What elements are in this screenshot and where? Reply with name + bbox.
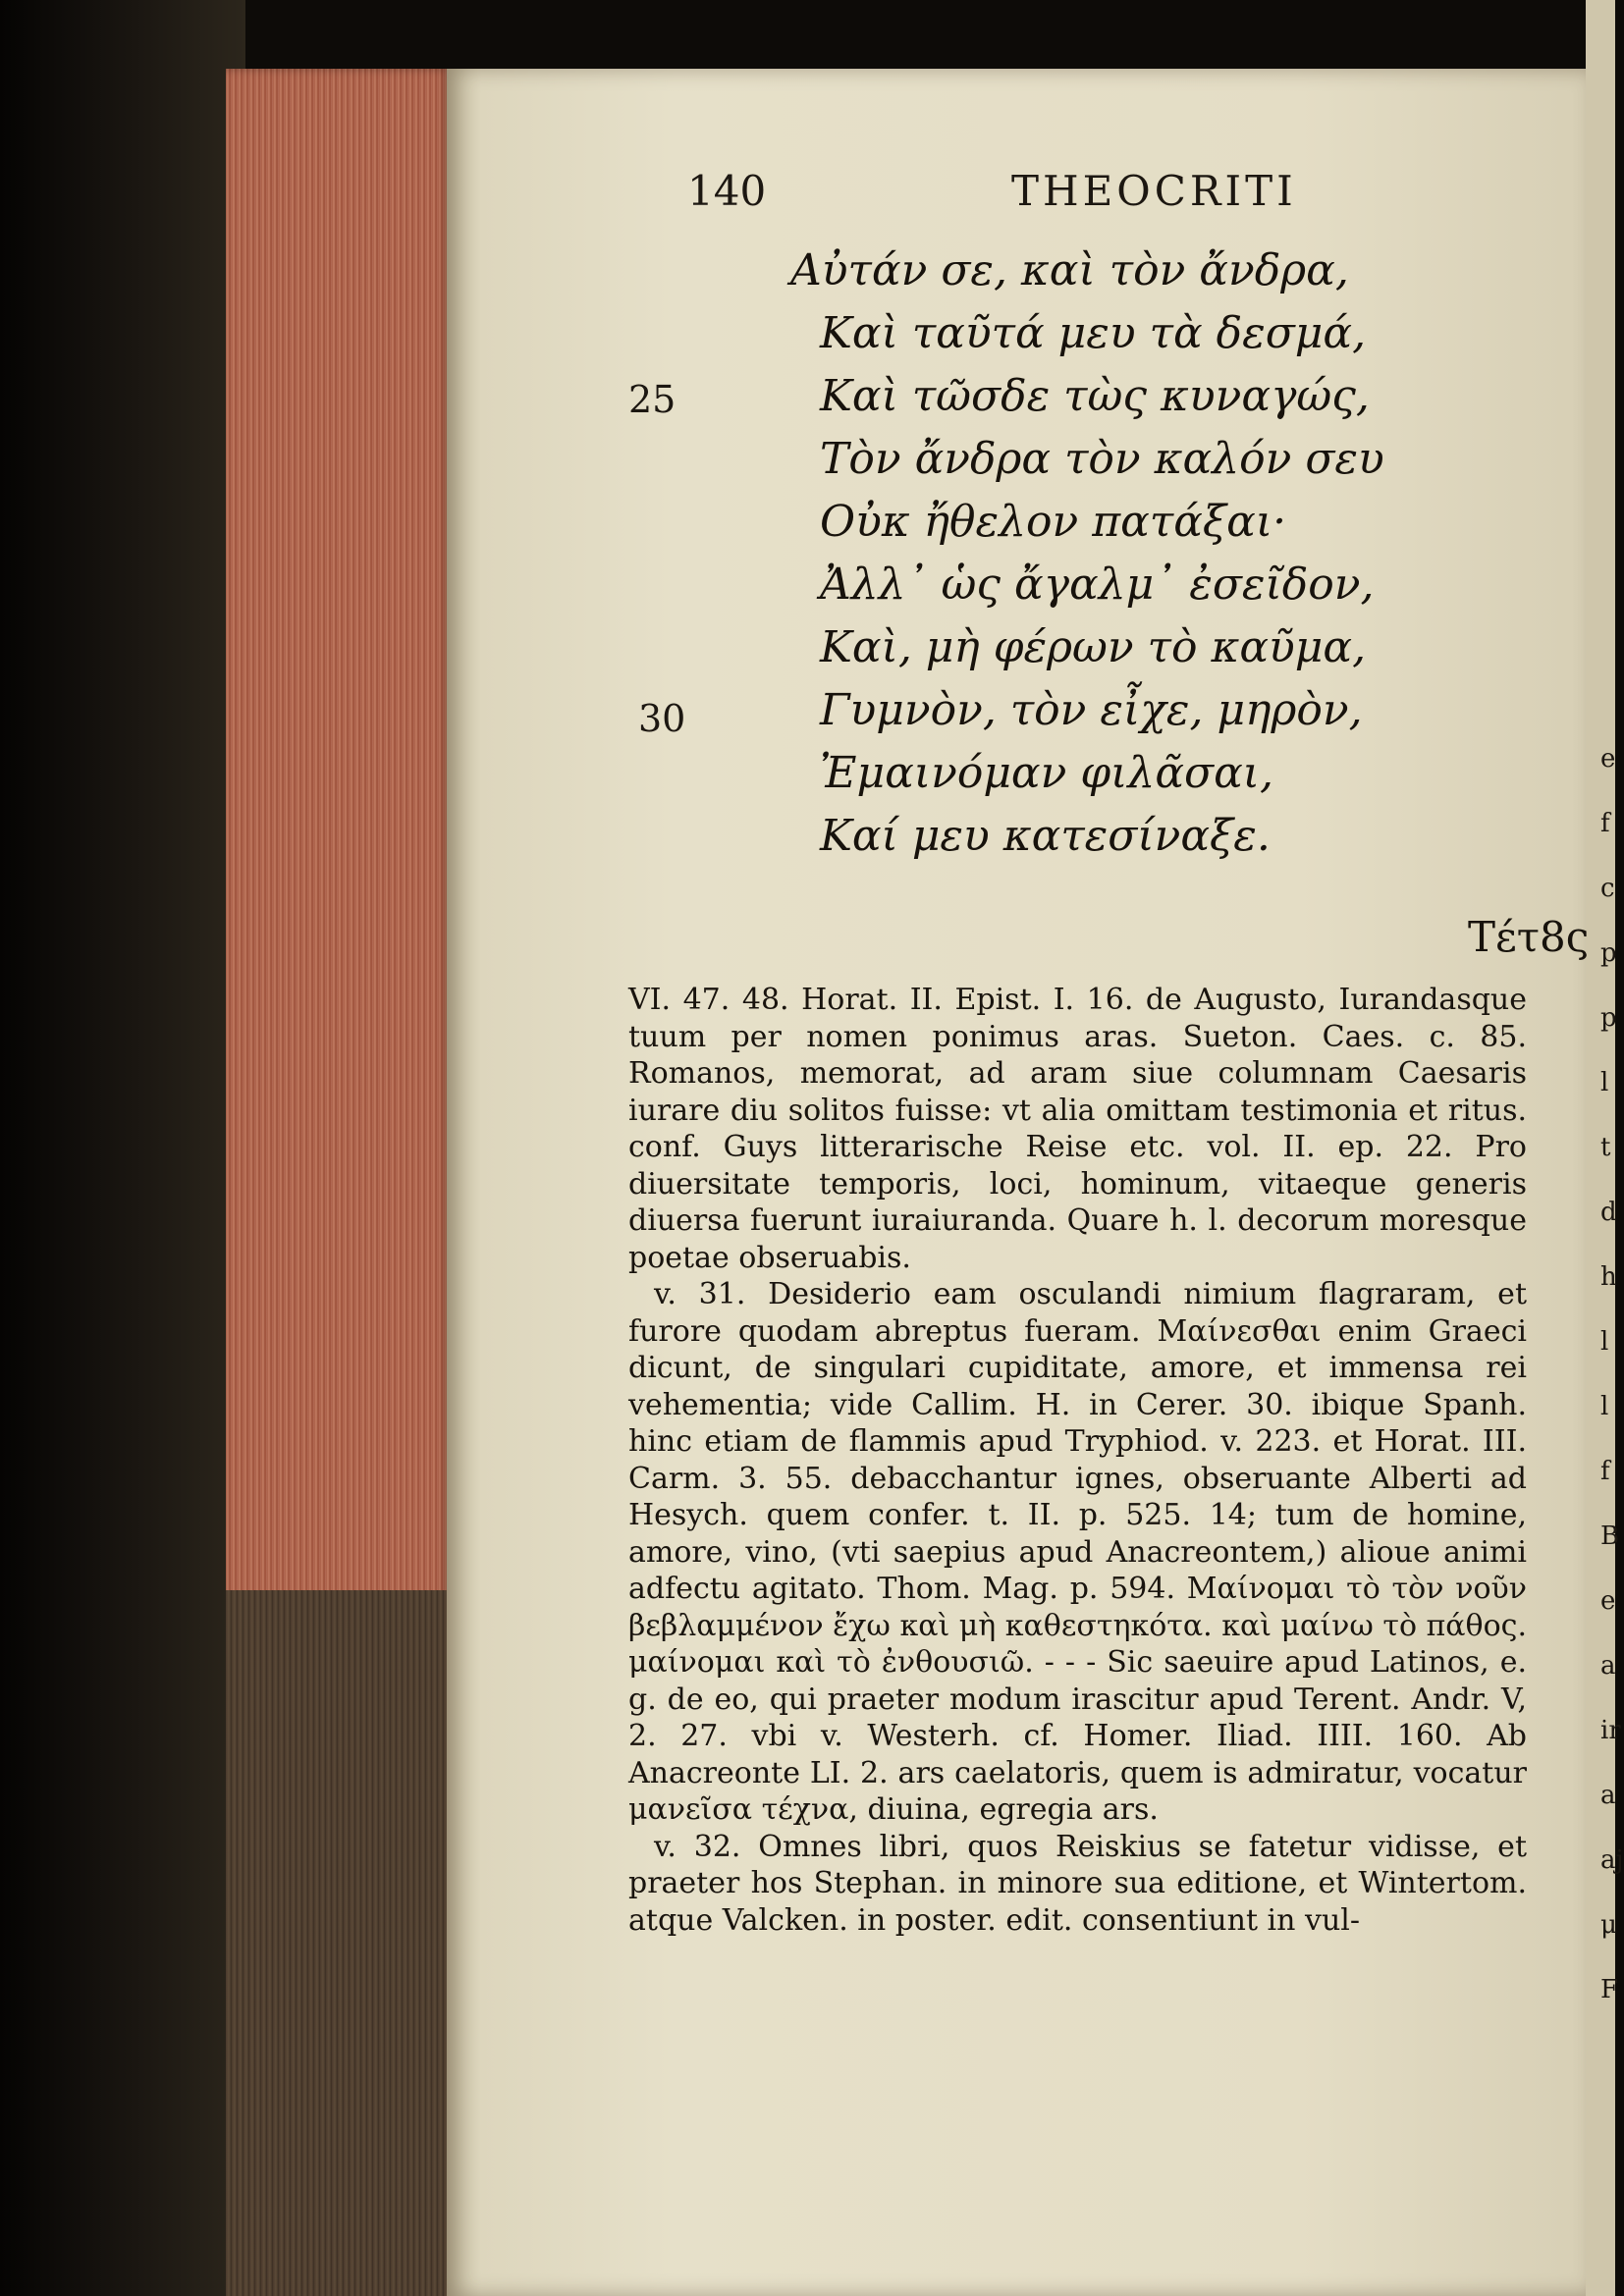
page-edges [226, 69, 452, 2296]
commentary-notes [628, 982, 1527, 1939]
edge-letter: p [1600, 1003, 1617, 1033]
poem-line: Καί μευ κατεσίναξε. [820, 811, 1271, 861]
edge-letter: d [1600, 1198, 1617, 1227]
edge-letter: c [1600, 874, 1615, 903]
edge-letter: e [1600, 1586, 1616, 1616]
catchword: Τέτ8ς [1468, 913, 1590, 961]
poem-line: Ἐμαινόμαν φιλᾶσαι, [820, 748, 1274, 798]
note-paragraph: v. 31. Desiderio eam osculandi nimium flagraram, et furore quodam abreptus fueram. Μαίνεσθαι enim Graeci dicunt, de singulari cupiditate, amore, et immensa rei vehementia; vide Callim. H. in Cerer. 30. ibique Spanh. hinc etiam de flammis apud Tryphiod. v. 223. et Horat. III. Carm. 3. 55. debacchantur ignes, obseruante Alberti ad Hesych. quem confer. t. II. p. 525. 14; tum de homine, amore, vino, (vti saepius apud Anacreontem,) alioue animi adfectu agitato. Thom. Mag. p. 594. Μαίνομαι τὸ τὸν νοῦν βεβλαμμένον ἔχω καὶ μὴ καθεστηκότα. καὶ μαίνω τὸ πάθος. μαίνομαι καὶ τὸ ἐνθουσιῶ. - - - Sic saeuire apud Latinos, e. g. de eo, qui praeter modum irascitur apud Terent. Andr. V, 2. 27. vbi v. Westerh. cf. Homer. Iliad. IIII. 160. Ab Anacreonte LI. 2. ars caelatoris, quem is admiratur, vocatur μανεῖσα τέχνα, diuina, egregia ars. [628, 1277, 1527, 1827]
poem-line: Αὐτάν σε, καὶ τὸν ἄνδρα, [790, 245, 1349, 295]
line-number-30: 30 [638, 697, 686, 740]
edge-letter: l [1600, 1068, 1609, 1097]
edge-letter: p [1600, 938, 1617, 968]
edge-letter: l [1600, 1392, 1609, 1421]
edge-letter: h [1600, 1262, 1617, 1292]
edge-letter: F [1600, 1975, 1619, 2004]
cover-edge-lower [226, 1590, 452, 2296]
edge-letter: f [1600, 809, 1610, 838]
poem-line: Ἀλλ᾽ ὡς ἄγαλμ᾽ ἐσεῖδον, [820, 560, 1375, 610]
poem-line: Οὐκ ἤθελον πατάξαι· [820, 497, 1287, 547]
edge-letter: ir [1600, 1716, 1621, 1745]
poem-line: Καὶ, μὴ φέρων τὸ καῦμα, [820, 622, 1367, 672]
book-page [447, 69, 1590, 2296]
edge-letter: aj [1600, 1845, 1624, 1875]
poem-line: Καὶ τῶσδε τὼς κυναγώς, [820, 371, 1370, 421]
edge-letter: B [1600, 1522, 1620, 1551]
edge-letter: μ [1600, 1910, 1617, 1940]
note-paragraph: v. 32. Omnes libri, quos Reiskius se fatetur vidisse, et praeter hos Stephan. in minore sua editione, et Wintertom. atque Valcken. in poster. edit. consentiunt in vul- [628, 1829, 1527, 1938]
edge-letter: a [1600, 1651, 1616, 1681]
page-number: 140 [687, 167, 767, 215]
page-header [447, 167, 1586, 236]
edge-letter: f [1600, 1457, 1610, 1486]
book-cover-left [0, 0, 245, 2296]
line-number-25: 25 [628, 378, 677, 421]
edge-letter: l [1600, 1327, 1609, 1357]
running-title: THEOCRITI [1011, 167, 1297, 215]
note-paragraph: VI. 47. 48. Horat. II. Epist. I. 16. de Augusto, Iurandasque tuum per nomen ponimus aras. Sueton. Caes. c. 85. Romanos, memorat, ad aram siue columnam Caesaris iurare diu solitos fuisse: vt alia omittam testimonia et ritus. conf. Guys litterarische Reise etc. vol. II. ep. 22. Pro diuersitate temporis, loci, hominum, vitaeque generis diuersa fuerunt iuraiuranda. Quare h. l. decorum moresque poetae obseruabis. [628, 983, 1527, 1275]
edge-letter: t [1600, 1133, 1611, 1162]
poem-line: Γυμνὸν, τὸν εἶχε, μηρὸν, [820, 685, 1363, 735]
facing-page-edge-text [1600, 726, 1624, 2022]
edge-letter: e [1600, 744, 1616, 774]
poem-line: Καὶ ταῦτά μευ τὰ δεσμά, [820, 308, 1367, 358]
poem-line: Τὸν ἄνδρα τὸν καλόν σευ [820, 434, 1384, 484]
edge-letter: a [1600, 1781, 1616, 1810]
